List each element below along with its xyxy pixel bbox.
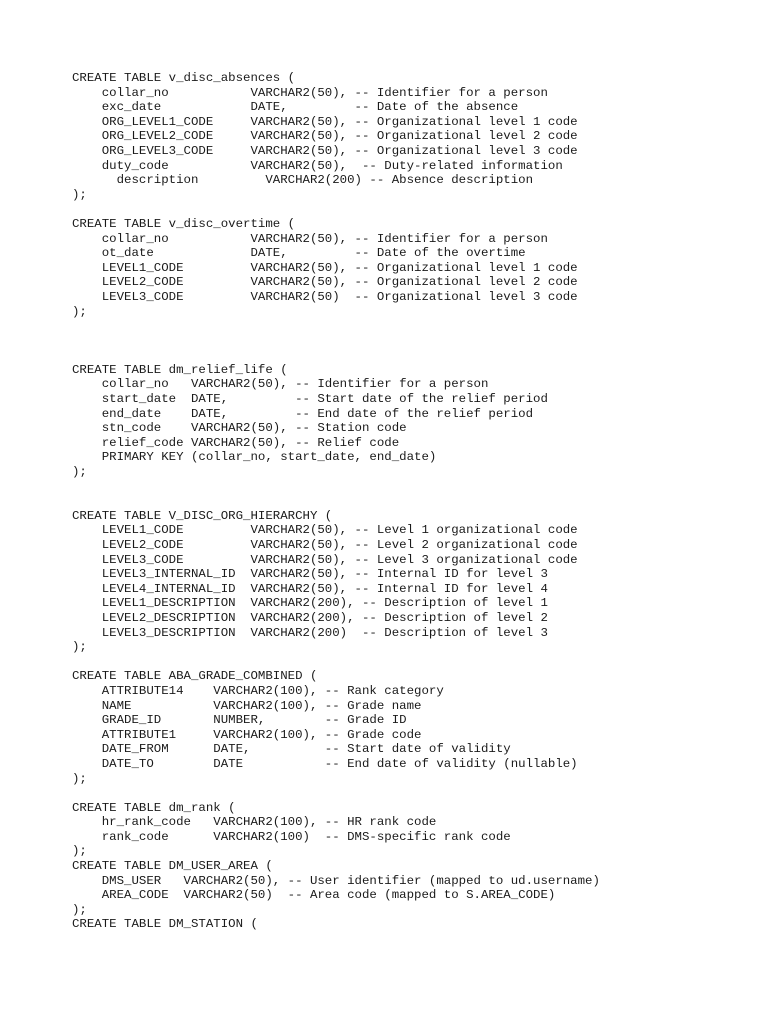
code-line: ); [72,844,87,859]
code-line: ATTRIBUTE1 VARCHAR2(100), -- Grade code [72,727,422,742]
code-line: NAME VARCHAR2(100), -- Grade name [72,698,422,713]
sql-code-block [72,71,752,932]
code-line [72,494,752,509]
code-line [72,334,752,349]
code-line: LEVEL4_INTERNAL_ID VARCHAR2(50), -- Internal ID for level 4 [72,581,548,596]
code-line: ); [72,771,87,786]
code-line: CREATE TABLE DM_STATION ( [72,917,258,932]
code-line [72,319,752,334]
code-line: ); [72,902,87,917]
code-line: description VARCHAR2(200) -- Absence description [72,173,534,188]
code-line: stn_code VARCHAR2(50), -- Station code [72,421,407,436]
code-line: GRADE_ID NUMBER, -- Grade ID [72,713,407,728]
code-line: CREATE TABLE v_disc_absences ( [72,71,296,85]
code-line [72,480,752,495]
code-line: LEVEL2_CODE VARCHAR2(50), -- Organizational level 2 code [72,275,578,290]
code-line: relief_code VARCHAR2(50), -- Relief code [72,435,400,450]
code-line: DATE_FROM DATE, -- Start date of validity [72,742,511,757]
code-line: start_date DATE, -- Start date of the relief period [72,392,548,407]
code-line: LEVEL2_DESCRIPTION VARCHAR2(200), -- Description of level 2 [72,610,548,625]
code-line: PRIMARY KEY (collar_no, start_date, end_date) [72,450,437,465]
code-line: ); [72,640,87,655]
code-line: ot_date DATE, -- Date of the overtime [72,246,526,261]
code-line: CREATE TABLE dm_relief_life ( [72,362,288,377]
code-line: DMS_USER VARCHAR2(50), -- User identifier (mapped to ud.username) [72,873,600,888]
code-line [72,655,752,670]
code-line: DATE_TO DATE -- End date of validity (nullable) [72,756,578,771]
code-line: rank_code VARCHAR2(100) -- DMS-specific rank code [72,829,511,844]
code-line: LEVEL3_DESCRIPTION VARCHAR2(200) -- Description of level 3 [72,625,548,640]
code-line: AREA_CODE VARCHAR2(50) -- Area code (mapped to S.AREA_CODE) [72,888,556,903]
code-line: collar_no VARCHAR2(50), -- Identifier for a person [72,85,548,100]
code-line: CREATE TABLE v_disc_overtime ( [72,216,296,231]
code-line [72,348,752,363]
code-line: LEVEL3_CODE VARCHAR2(50) -- Organizational level 3 code [72,289,578,304]
code-line: CREATE TABLE ABA_GRADE_COMBINED ( [72,669,318,684]
code-line: LEVEL1_CODE VARCHAR2(50), -- Level 1 organizational code [72,523,578,538]
code-line: LEVEL3_INTERNAL_ID VARCHAR2(50), -- Internal ID for level 3 [72,567,548,582]
code-line: ORG_LEVEL1_CODE VARCHAR2(50), -- Organizational level 1 code [72,114,578,129]
code-line: CREATE TABLE dm_rank ( [72,800,236,815]
code-line: end_date DATE, -- End date of the relief period [72,406,534,421]
code-line: collar_no VARCHAR2(50), -- Identifier for a person [72,377,489,392]
code-line: LEVEL1_DESCRIPTION VARCHAR2(200), -- Description of level 1 [72,596,548,611]
code-line [72,786,752,801]
document-page [72,71,752,932]
code-line: LEVEL2_CODE VARCHAR2(50), -- Level 2 organizational code [72,538,578,552]
code-line: exc_date DATE, -- Date of the absence [72,100,519,115]
code-line: ATTRIBUTE14 VARCHAR2(100), -- Rank category [72,683,444,698]
code-line: collar_no VARCHAR2(50), -- Identifier for a person [72,231,548,246]
code-line: CREATE TABLE DM_USER_AREA ( [72,859,273,874]
code-line: ); [72,187,87,202]
code-line: LEVEL1_CODE VARCHAR2(50), -- Organizational level 1 code [72,260,578,275]
code-line: ORG_LEVEL3_CODE VARCHAR2(50), -- Organizational level 3 code [72,143,578,158]
code-line: ); [72,304,87,319]
code-line: ); [72,465,87,480]
code-line [72,202,752,217]
code-line: duty_code VARCHAR2(50), -- Duty-related information [72,158,563,173]
code-line: hr_rank_code VARCHAR2(100), -- HR rank code [72,815,437,830]
code-line: ORG_LEVEL2_CODE VARCHAR2(50), -- Organizational level 2 code [72,129,578,144]
code-line: CREATE TABLE V_DISC_ORG_HIERARCHY ( [72,508,333,523]
code-line: LEVEL3_CODE VARCHAR2(50), -- Level 3 organizational code [72,552,578,567]
